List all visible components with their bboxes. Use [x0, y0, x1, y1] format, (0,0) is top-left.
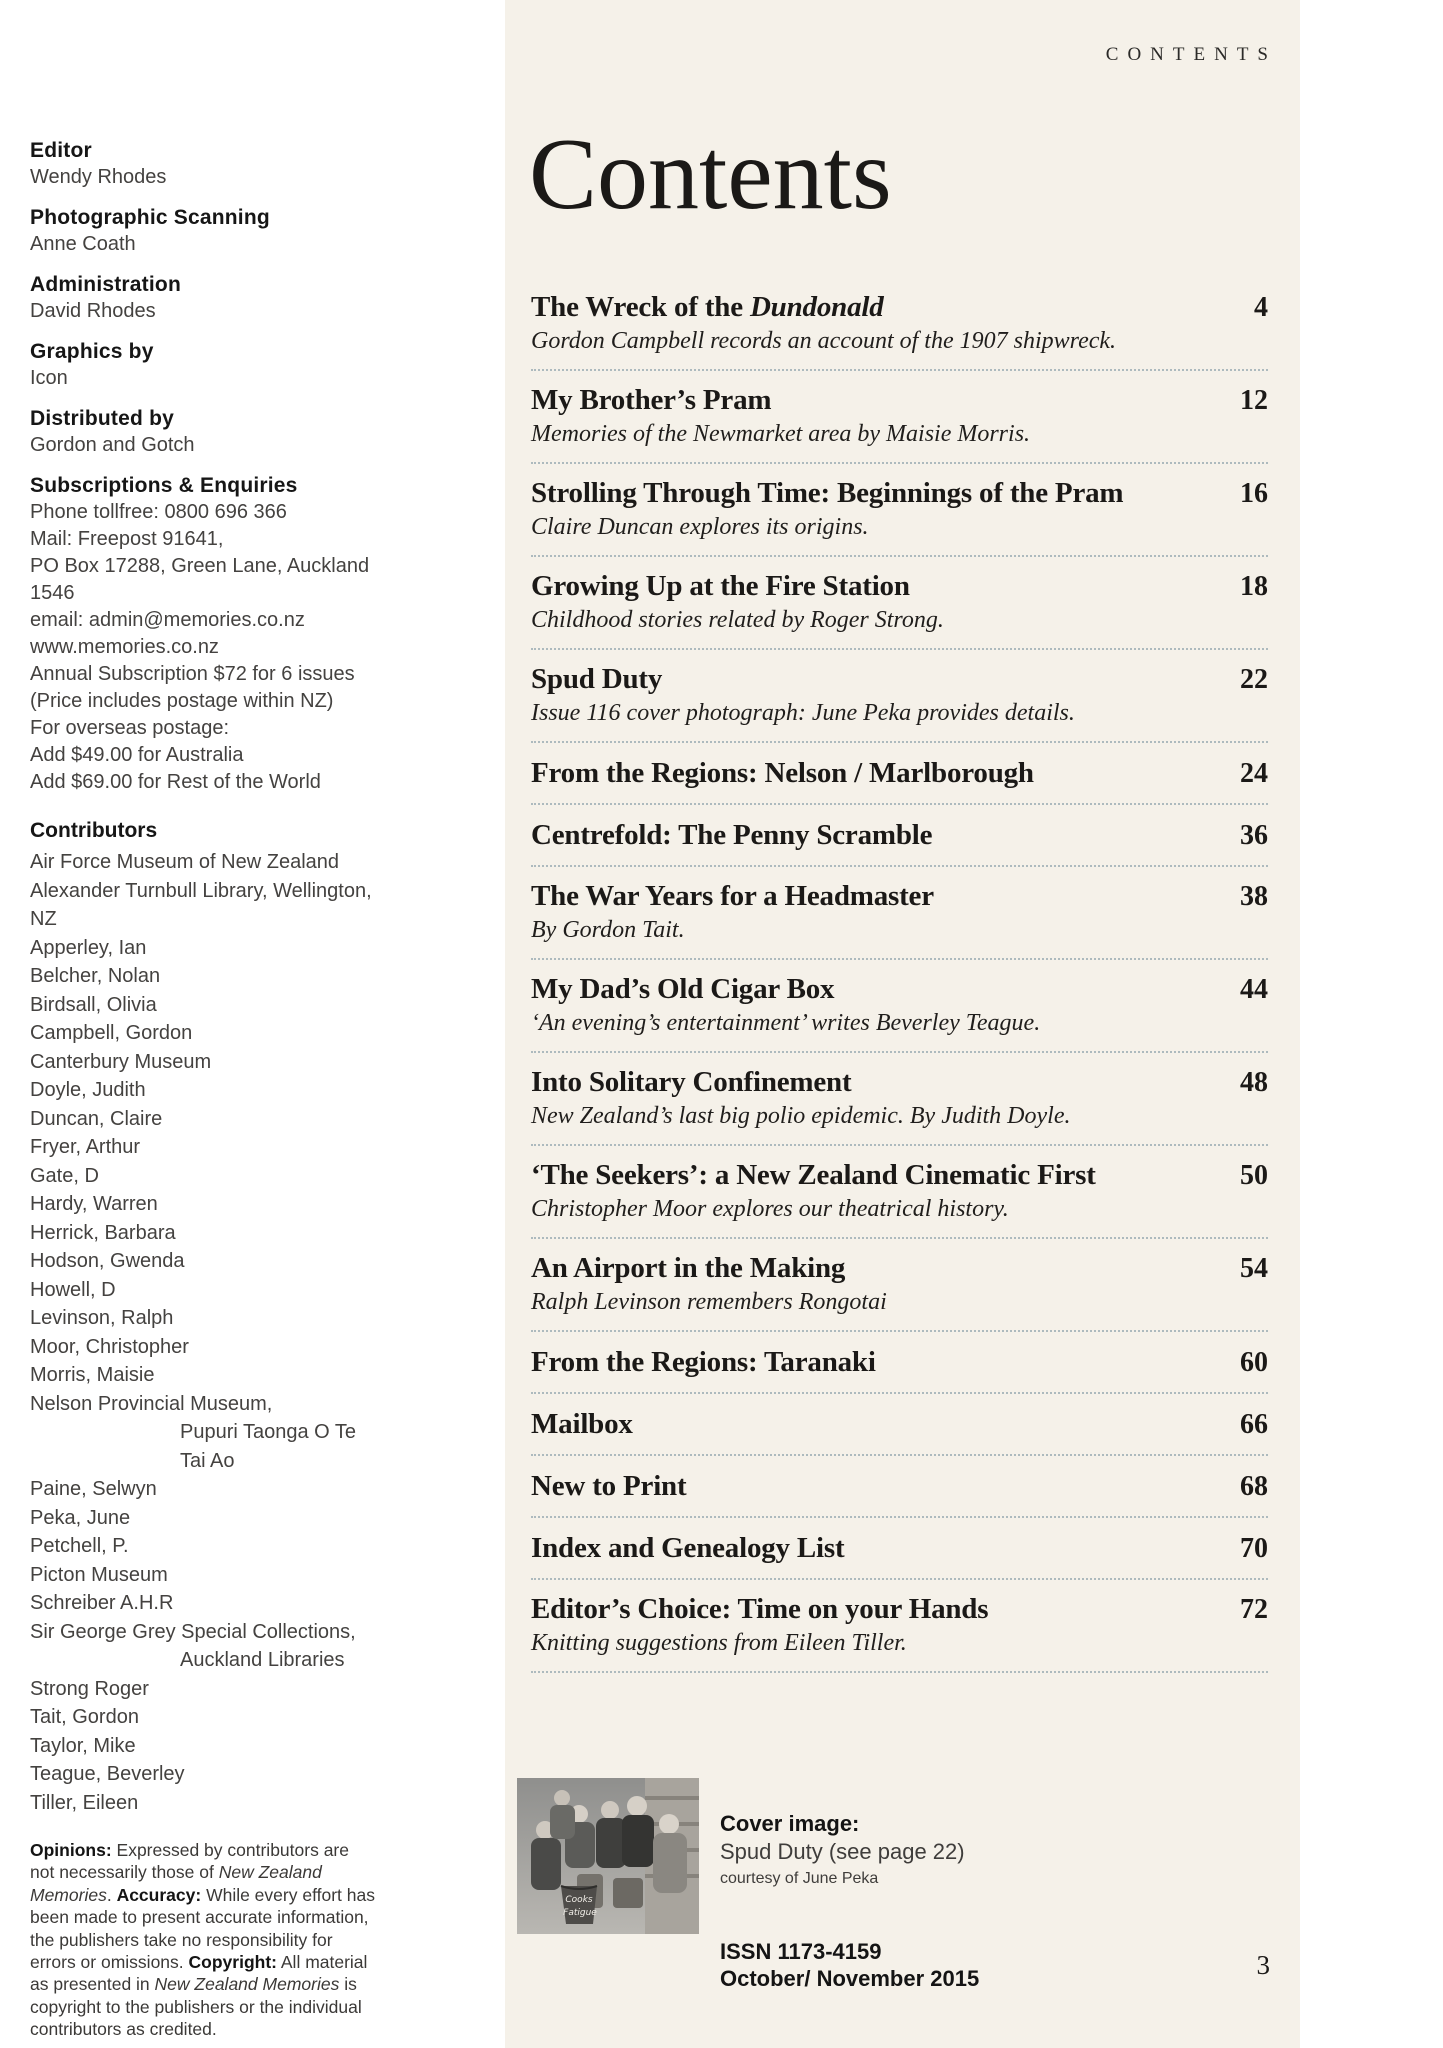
cover-image-label: Cover image:	[720, 1811, 860, 1836]
contributor-item: Moor, Christopher	[30, 1335, 189, 1358]
contributor-item: Hodson, Gwenda	[30, 1250, 185, 1272]
notes-segment: .	[106, 1884, 117, 1905]
toc-title-row	[531, 1344, 1268, 1381]
toc-entry-page-number: 12	[1240, 385, 1268, 416]
masthead-section-heading: Distributed by	[30, 407, 174, 430]
masthead-section	[30, 205, 380, 257]
notes-segment: New Zealand Memories	[30, 1862, 322, 1905]
toc-title-segment: Dundonald	[749, 291, 884, 323]
toc-entry-subtitle: Memories of the Newmarket area by Maisie Morris.	[531, 421, 1031, 447]
toc-entry-subtitle: ‘An evening’s entertainment’ writes Beverley Teague.	[531, 1010, 1041, 1036]
page-title: Contents	[529, 118, 892, 231]
masthead-column	[30, 138, 380, 2041]
masthead-section-line: Annual Subscription $72 for 6 issues	[30, 663, 355, 685]
contents-panel	[505, 0, 1300, 2048]
masthead-section-line: David Rhodes	[30, 300, 156, 322]
toc-entry-page-number: 60	[1240, 1347, 1268, 1378]
toc-entry-title: Strolling Through Time: Beginnings of the Pram	[531, 477, 1124, 509]
bucket-text-line1: Cooks	[565, 1895, 593, 1905]
toc-entry-subtitle: Claire Duncan explores its origins.	[531, 514, 869, 540]
contributor-item: Teague, Beverley	[30, 1763, 185, 1785]
contributor-item: Duncan, Claire	[30, 1107, 163, 1130]
toc-entry-title: Editor’s Choice: Time on your Hands	[531, 1593, 989, 1625]
contributor-item: Auckland Libraries	[180, 1649, 345, 1671]
toc-entry-page-number: 38	[1240, 881, 1268, 912]
contributor-item: Levinson, Ralph	[30, 1307, 174, 1329]
toc-entry-page-number: 44	[1240, 974, 1268, 1005]
cover-photo	[517, 1778, 699, 1934]
notes-segment: is copyright to the publishers or the individual contributors as credited.	[30, 1974, 362, 2040]
masthead-section-line: For overseas postage:	[30, 717, 229, 739]
cover-image-credit: courtesy of June Peka	[720, 1870, 879, 1887]
toc-entry-page-number: 50	[1240, 1160, 1268, 1191]
toc-entry	[531, 1518, 1268, 1580]
masthead-section-heading: Administration	[30, 273, 181, 296]
contributor-item: Taylor, Mike	[30, 1734, 136, 1757]
toc-title-row	[531, 382, 1268, 419]
toc-entry-page-number: 24	[1240, 758, 1268, 789]
contributor-item: Doyle, Judith	[30, 1079, 146, 1101]
toc-entry-title: Mailbox	[531, 1408, 633, 1440]
masthead-section-line: Add $49.00 for Australia	[30, 744, 244, 766]
cover-caption	[720, 1810, 965, 1890]
toc-title-row	[531, 1157, 1268, 1194]
contributor-item: Campbell, Gordon	[30, 1022, 193, 1044]
contributor-item: Peka, June	[30, 1506, 131, 1529]
notes-segment: Copyright:	[188, 1952, 277, 1973]
toc-entry	[531, 867, 1268, 960]
toc-title-row	[531, 971, 1268, 1008]
toc-entry-page-number: 66	[1240, 1409, 1268, 1440]
masthead-sections	[30, 138, 380, 796]
notes-segment: All material as presented in	[30, 1952, 368, 1995]
masthead-section	[30, 272, 380, 324]
toc-entry-subtitle: Childhood stories related by Roger Strong.	[531, 607, 944, 633]
masthead-section-line: PO Box 17288, Green Lane, Auckland 1546	[30, 555, 370, 604]
toc-title-row	[531, 661, 1268, 698]
toc-entry	[531, 557, 1268, 650]
toc-title-row	[531, 755, 1268, 792]
contributor-item: Howell, D	[30, 1278, 116, 1301]
toc-entry-title	[531, 289, 884, 326]
toc-entry-subtitle: Knitting suggestions from Eileen Tiller.	[531, 1630, 907, 1656]
toc-entry	[531, 278, 1268, 371]
contributor-item: Fryer, Arthur	[30, 1136, 141, 1158]
contributor-item: Petchell, P.	[30, 1535, 129, 1557]
toc-entry-title: From the Regions: Taranaki	[531, 1346, 876, 1378]
contributor-item: Tiller, Eileen	[30, 1791, 139, 1814]
masthead-section-line: Phone tollfree: 0800 696 366	[30, 501, 287, 523]
toc-title-row	[531, 878, 1268, 915]
toc-entry	[531, 743, 1268, 805]
contributor-item: Gate, D	[30, 1164, 99, 1187]
issn-line: ISSN 1173-4159	[720, 1939, 882, 1964]
notes-segment: Opinions:	[30, 1840, 112, 1860]
page-number: 3	[1256, 1950, 1270, 1980]
toc-entry	[531, 1146, 1268, 1239]
contributor-item: Pupuri Taonga O Te Tai Ao	[180, 1421, 357, 1472]
toc-title-row	[531, 1591, 1268, 1628]
contributor-item: Morris, Maisie	[30, 1364, 155, 1386]
toc-entry-title: Growing Up at the Fire Station	[531, 570, 910, 602]
cover-image-title: Spud Duty (see page 22)	[720, 1839, 965, 1864]
contributor-item: Air Force Museum of New Zealand	[30, 851, 340, 873]
contributor-item: Sir George Grey Special Collections,	[30, 1620, 356, 1643]
toc-entry-page-number: 70	[1240, 1533, 1268, 1564]
toc-entry-page-number: 68	[1240, 1471, 1268, 1502]
masthead-section-line: Icon	[30, 367, 68, 389]
toc-entry-title: My Dad’s Old Cigar Box	[531, 973, 835, 1005]
masthead-section-line: (Price includes postage within NZ)	[30, 690, 334, 712]
toc-entry-subtitle: By Gordon Tait.	[531, 917, 685, 943]
toc-entry	[531, 960, 1268, 1053]
toc-entry-page-number: 16	[1240, 478, 1268, 509]
toc-entry-page-number: 22	[1240, 664, 1268, 695]
contributor-item: Tait, Gordon	[30, 1706, 139, 1728]
notes-segment: Accuracy:	[116, 1884, 202, 1905]
contents-kicker: CONTENTS	[1105, 44, 1277, 65]
toc-title-row	[531, 1468, 1268, 1505]
toc-entry-title: From the Regions: Nelson / Marlborough	[531, 757, 1034, 789]
notes-segment: Expressed by contributors are not necessarily those of	[30, 1840, 349, 1883]
masthead-section-heading: Graphics by	[30, 340, 154, 363]
masthead-section-line: Gordon and Gotch	[30, 434, 195, 456]
masthead-section-line: Mail: Freepost 91641,	[30, 528, 224, 550]
toc-entry-page-number: 36	[1240, 820, 1268, 851]
toc-entry	[531, 805, 1268, 867]
contributor-item: Hardy, Warren	[30, 1193, 158, 1215]
toc-entry	[531, 464, 1268, 557]
toc-title-segment: The Wreck of the	[531, 291, 750, 323]
toc-title-row	[531, 568, 1268, 605]
contributor-item: Canterbury Museum	[30, 1050, 212, 1073]
contributor-item: Schreiber A.H.R	[30, 1592, 174, 1614]
toc-entry-title: ‘The Seekers’: a New Zealand Cinematic First	[531, 1159, 1096, 1191]
contributor-item: Picton Museum	[30, 1563, 168, 1586]
contributor-item: Strong Roger	[30, 1677, 149, 1700]
toc-title-row	[531, 289, 1268, 326]
toc-entry-title: Spud Duty	[531, 663, 663, 695]
toc-entry-page-number: 72	[1240, 1594, 1268, 1625]
masthead-notes	[30, 1839, 375, 2041]
toc-title-row	[531, 817, 1268, 854]
notes-segment: While every effort has been made to present accurate information, the publishers take no responsibility for errors or omissions.	[30, 1884, 375, 1973]
toc-entry-page-number: 4	[1254, 292, 1268, 323]
contributor-item: Paine, Selwyn	[30, 1478, 157, 1500]
masthead-section	[30, 339, 380, 391]
contributor-item: Belcher, Nolan	[30, 965, 161, 987]
bucket-text-line2: Fatigue	[563, 1908, 597, 1918]
toc-entry-title: New to Print	[531, 1470, 687, 1502]
toc-list	[531, 278, 1268, 1673]
masthead-section	[30, 406, 380, 458]
contributors-heading: Contributors	[30, 819, 158, 842]
contributors-list	[30, 848, 380, 1817]
masthead-section	[30, 138, 380, 190]
masthead-section	[30, 473, 380, 796]
toc-entry-subtitle: Gordon Campbell records an account of the 1907 shipwreck.	[531, 328, 1117, 354]
masthead-section-line: Add $69.00 for Rest of the World	[30, 771, 321, 793]
toc-entry-page-number: 54	[1240, 1253, 1268, 1284]
bucket-shape	[561, 1886, 597, 1924]
masthead-section-line: email: admin@memories.co.nz	[30, 609, 305, 631]
masthead-section-line: Wendy Rhodes	[30, 166, 167, 188]
toc-title-row	[531, 1530, 1268, 1567]
issue-block	[720, 1938, 979, 1992]
masthead-section-heading: Editor	[30, 139, 92, 162]
contributor-item: Nelson Provincial Museum,	[30, 1392, 273, 1415]
toc-entry	[531, 1239, 1268, 1332]
issue-date: October/ November 2015	[720, 1966, 980, 1991]
contributor-item: Apperley, Ian	[30, 936, 147, 959]
masthead-section-line: www.memories.co.nz	[30, 636, 219, 658]
toc-entry-subtitle: Christopher Moor explores our theatrical history.	[531, 1196, 1009, 1222]
toc-entry-subtitle: New Zealand’s last big polio epidemic. By Judith Doyle.	[531, 1103, 1071, 1129]
masthead-section-heading: Subscriptions & Enquiries	[30, 474, 298, 497]
toc-entry-title: The War Years for a Headmaster	[531, 880, 934, 912]
toc-entry-page-number: 18	[1240, 571, 1268, 602]
toc-entry	[531, 371, 1268, 464]
toc-entry-title: My Brother’s Pram	[531, 384, 772, 416]
contributor-item: Birdsall, Olivia	[30, 993, 157, 1016]
toc-title-row	[531, 475, 1268, 512]
toc-title-row	[531, 1406, 1268, 1443]
toc-title-row	[531, 1064, 1268, 1101]
toc-entry	[531, 650, 1268, 743]
toc-entry-title: Into Solitary Confinement	[531, 1066, 852, 1098]
toc-entry	[531, 1332, 1268, 1394]
masthead-section-heading: Photographic Scanning	[30, 206, 270, 229]
toc-entry	[531, 1456, 1268, 1518]
toc-entry	[531, 1053, 1268, 1146]
contributor-item: Herrick, Barbara	[30, 1221, 176, 1244]
toc-entry-subtitle: Issue 116 cover photograph: June Peka provides details.	[531, 700, 1075, 726]
toc-entry	[531, 1394, 1268, 1456]
toc-entry-title: An Airport in the Making	[531, 1252, 846, 1284]
toc-entry-title: Centrefold: The Penny Scramble	[531, 819, 933, 851]
toc-entry-page-number: 48	[1240, 1067, 1268, 1098]
contributor-item: Alexander Turnbull Library, Wellington, NZ	[30, 879, 372, 930]
masthead-section-line: Anne Coath	[30, 233, 136, 255]
toc-entry-subtitle: Ralph Levinson remembers Rongotai	[531, 1289, 887, 1315]
toc-entry	[531, 1580, 1268, 1673]
toc-entry-title: Index and Genealogy List	[531, 1532, 845, 1564]
toc-title-row	[531, 1250, 1268, 1287]
notes-segment: New Zealand Memories	[154, 1974, 340, 1995]
